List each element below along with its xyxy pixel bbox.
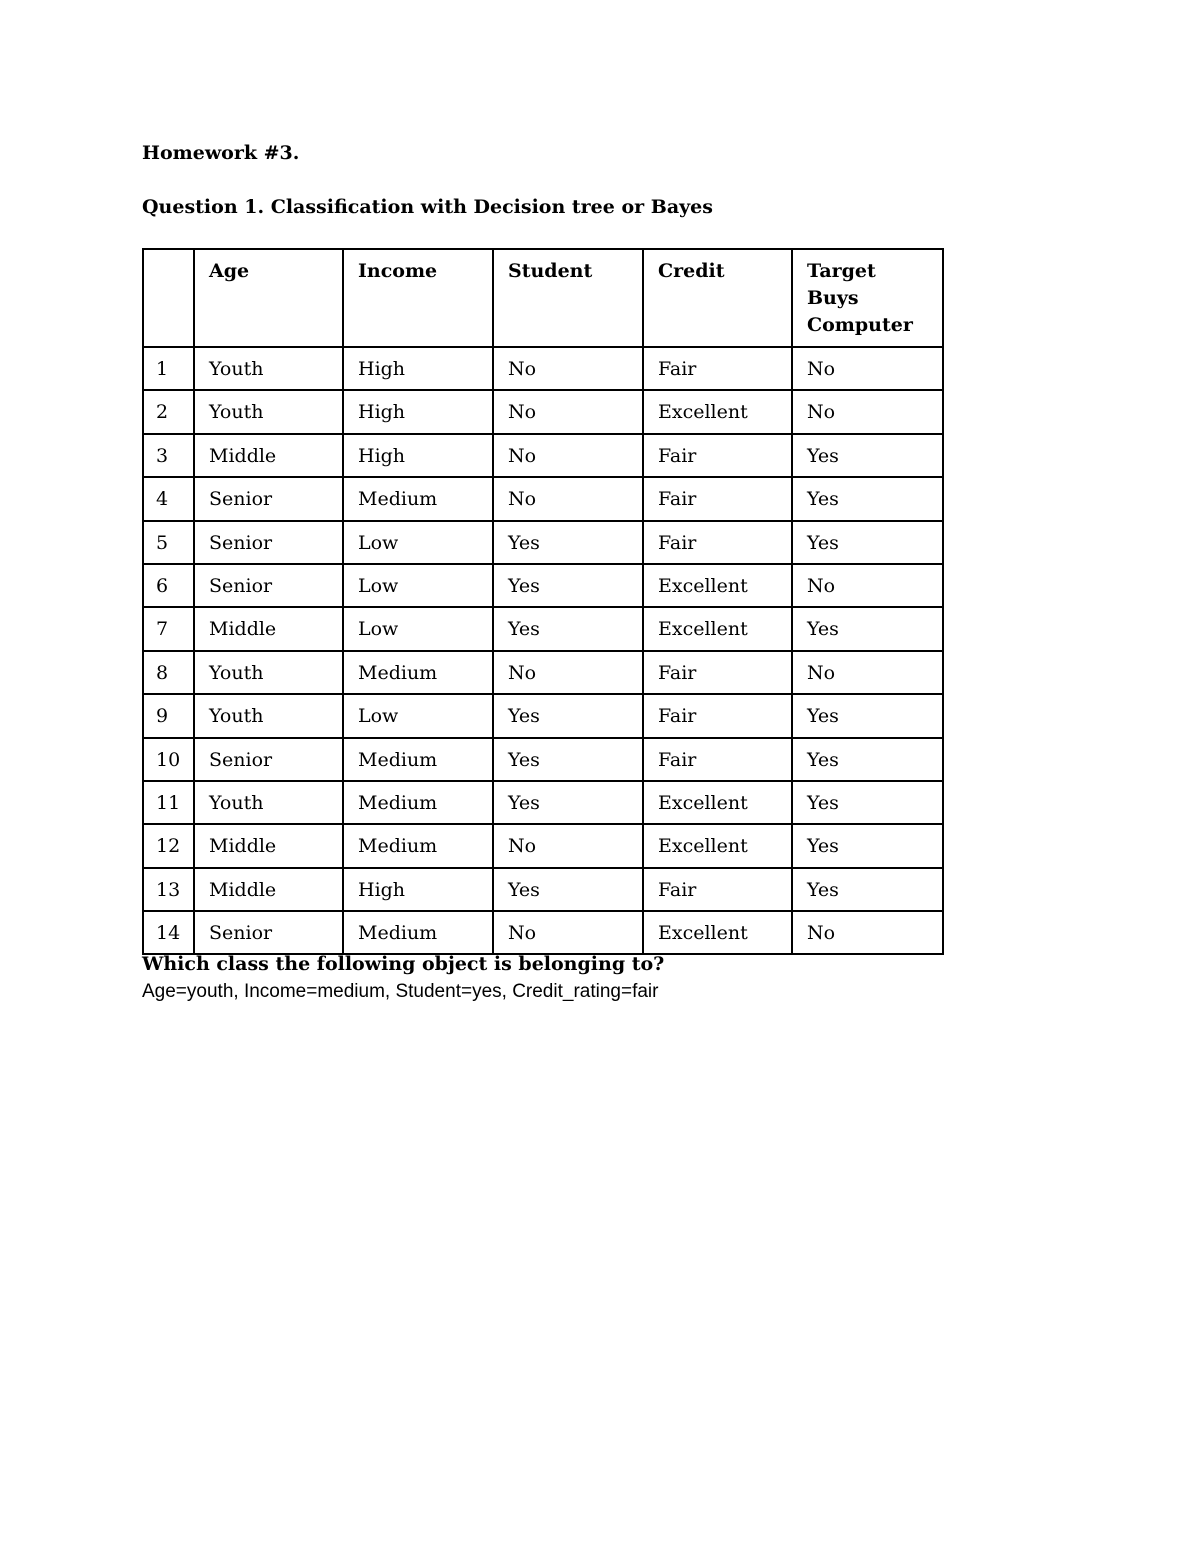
table-row [143,781,943,824]
table-header [143,249,943,347]
table-cell: Fair [643,521,792,564]
table-cell: Yes [493,868,643,911]
table-cell: Yes [792,868,943,911]
table-cell: Excellent [643,390,792,433]
table-cell: Senior [194,521,343,564]
table-row [143,521,943,564]
table-cell: Yes [792,694,943,737]
table-cell: No [493,824,643,867]
table-cell: Low [343,694,493,737]
table-cell: Yes [792,477,943,520]
table-cell: Medium [343,651,493,694]
table-cell: Senior [194,738,343,781]
table-cell: Medium [343,911,493,954]
table-cell: Youth [194,347,343,390]
table-row [143,868,943,911]
table-row [143,607,943,650]
table-row [143,911,943,954]
table-cell: No [493,390,643,433]
table-cell: No [493,651,643,694]
query-object: Age=youth, Income=medium, Student=yes, Credit_rating=fair [142,981,659,1002]
table-cell: Senior [194,911,343,954]
question-heading: Question 1. Classification with Decision tree or Bayes [142,196,713,218]
table-cell: Yes [792,607,943,650]
table-cell: Excellent [643,911,792,954]
table-cell: High [343,347,493,390]
column-header: Age [194,249,343,347]
table-cell: Yes [493,607,643,650]
table-cell: Medium [343,781,493,824]
row-number-cell: 7 [143,607,194,650]
table-cell: Middle [194,868,343,911]
table-cell: Low [343,521,493,564]
column-header: Target Buys Computer [792,249,943,347]
row-number-cell: 5 [143,521,194,564]
table-cell: Fair [643,434,792,477]
table-cell: Yes [493,521,643,564]
table-row [143,390,943,433]
table-cell: Yes [792,434,943,477]
table-cell: No [792,911,943,954]
row-number-cell: 11 [143,781,194,824]
table-cell: Fair [643,868,792,911]
table-cell: Yes [792,738,943,781]
table-body [143,347,943,954]
table-cell: Yes [493,694,643,737]
row-number-cell: 13 [143,868,194,911]
table-cell: Medium [343,477,493,520]
column-header: Student [493,249,643,347]
table-cell: High [343,390,493,433]
classification-prompt: Which class the following object is belonging to? [142,953,665,975]
table-cell: Medium [343,824,493,867]
table-cell: Yes [792,781,943,824]
row-number-cell: 9 [143,694,194,737]
table-cell: No [493,347,643,390]
table-cell: Youth [194,651,343,694]
document-title: Homework #3. [142,142,300,164]
table-cell: Middle [194,824,343,867]
table-cell: No [493,477,643,520]
table-row [143,477,943,520]
table-row [143,651,943,694]
column-header: Income [343,249,493,347]
table-cell: Youth [194,781,343,824]
table-cell: No [792,651,943,694]
table-cell: Middle [194,434,343,477]
table-cell: Excellent [643,824,792,867]
row-number-cell: 3 [143,434,194,477]
table-row [143,434,943,477]
table-cell: No [493,911,643,954]
table-cell: Youth [194,390,343,433]
table-cell: No [792,564,943,607]
row-number-cell: 12 [143,824,194,867]
table-cell: No [792,390,943,433]
training-data-table [142,248,944,955]
table-cell: Youth [194,694,343,737]
column-header: Credit [643,249,792,347]
row-number-cell: 6 [143,564,194,607]
table-cell: Fair [643,347,792,390]
table-cell: Yes [493,564,643,607]
table-cell: Yes [792,824,943,867]
table-row [143,347,943,390]
table-cell: Senior [194,564,343,607]
table-cell: Low [343,607,493,650]
table-cell: Fair [643,738,792,781]
row-number-cell: 2 [143,390,194,433]
table-cell: Excellent [643,607,792,650]
row-number-cell: 10 [143,738,194,781]
table-cell: No [792,347,943,390]
table-cell: Yes [493,738,643,781]
table-cell: Low [343,564,493,607]
table-cell: Fair [643,477,792,520]
table-cell: Senior [194,477,343,520]
table-cell: Fair [643,694,792,737]
table-row [143,738,943,781]
table-row [143,824,943,867]
table-cell: Yes [493,781,643,824]
table-cell: Medium [343,738,493,781]
row-number-cell: 1 [143,347,194,390]
table-cell: Excellent [643,781,792,824]
row-number-cell: 8 [143,651,194,694]
table-cell: No [493,434,643,477]
row-number-cell: 4 [143,477,194,520]
column-header [143,249,194,347]
table-row [143,564,943,607]
table-cell: Yes [792,521,943,564]
table-cell: Middle [194,607,343,650]
table-cell: High [343,868,493,911]
table-cell: Excellent [643,564,792,607]
table-row [143,694,943,737]
table-cell: High [343,434,493,477]
row-number-cell: 14 [143,911,194,954]
table-cell: Fair [643,651,792,694]
table-header-row [143,249,943,347]
